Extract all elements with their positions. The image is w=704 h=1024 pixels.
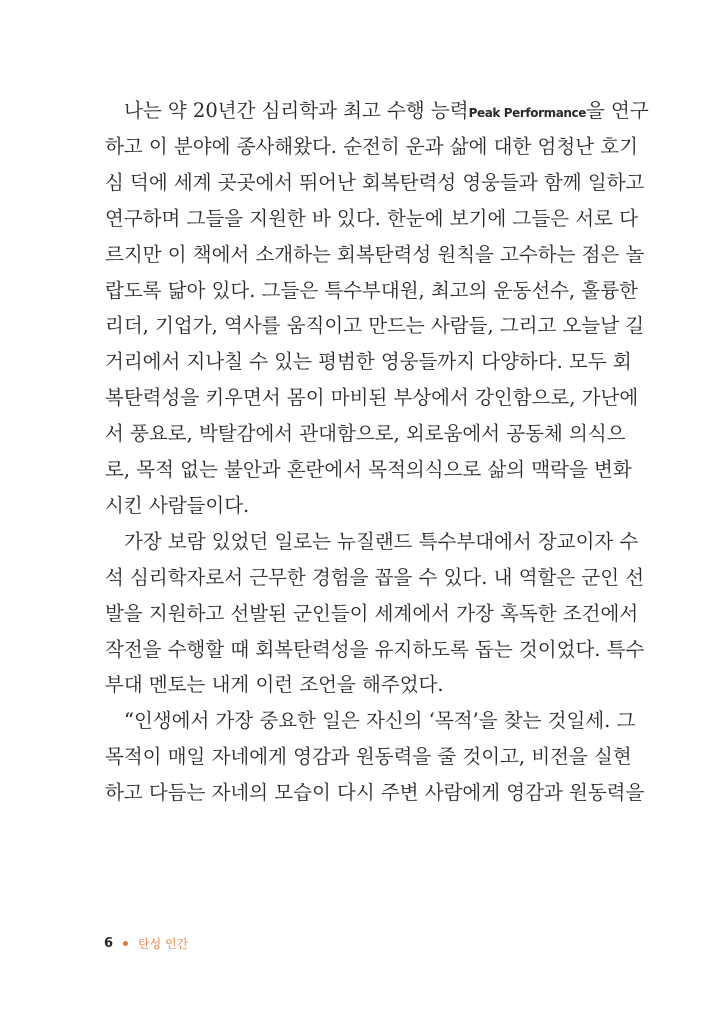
page-number: 6: [104, 935, 114, 951]
paragraph-1-line-8: 거리에서 지나칠 수 있는 평범한 영웅들까지 다양하다. 모두 회: [105, 350, 632, 374]
line-text-before-english: 나는 약 20년간 심리학과 최고 수행 능력: [124, 99, 469, 122]
bullet-icon: [123, 941, 128, 946]
page-footer: [104, 934, 188, 952]
paragraph-3-line-2: 목적이 매일 자네에게 영감과 원동력을 줄 것이고, 비전을 실현: [105, 745, 632, 769]
paragraph-1-line-10: 서 풍요로, 박탈감에서 관대함으로, 외로움에서 공동체 의식으: [105, 422, 626, 446]
paragraph-3-line-3: 하고 다듬는 자네의 모습이 다시 주변 사람에게 영감과 원동력을: [105, 781, 645, 805]
paragraph-1-line-11: 로, 목적 없는 불안과 혼란에서 목적의식으로 삶의 맥락을 변화: [105, 458, 632, 481]
paragraph-3-line-1: “인생에서 가장 중요한 일은 자신의 ‘목적’을 찾는 것일세. 그: [124, 709, 636, 733]
paragraph-1-line-9: 복탄력성을 키우면서 몸이 마비된 부상에서 강인함으로, 가난에: [105, 386, 639, 410]
paragraph-1-line-4: 연구하며 그들을 지원한 바 있다. 한눈에 보기에 그들은 서로 다: [105, 206, 638, 230]
paragraph-2-line-1: 가장 보람 있었던 일로는 뉴질랜드 특수부대에서 장교이자 수: [124, 529, 639, 553]
paragraph-1-line-12: 시킨 사람들이다.: [105, 493, 250, 517]
paragraph-2-line-3: 발을 지원하고 선발된 군인들이 세계에서 가장 혹독한 조건에서: [105, 601, 639, 625]
book-title: 탄성 인간: [138, 936, 189, 951]
paragraph-1-line-2: 하고 이 분야에 종사해왔다. 순전히 운과 삶에 대한 엄청난 호기: [105, 134, 638, 158]
paragraph-2-line-2: 석 심리학자로서 근무한 경험을 꼽을 수 있다. 내 역할은 군인 선: [105, 565, 645, 589]
line-text-after-english: 을 연구: [585, 99, 649, 122]
english-term: Peak Performance: [468, 106, 586, 120]
paragraph-1-line-3: 심 덕에 세계 곳곳에서 뛰어난 회복탄력성 영웅들과 함께 일하고: [105, 170, 645, 194]
paragraph-1-line-7: 리더, 기업가, 역사를 움직이고 만드는 사람들, 그리고 오늘날 길: [105, 314, 645, 338]
paragraph-1-line-5: 르지만 이 책에서 소개하는 회복탄력성 원칙을 고수하는 점은 놀: [105, 242, 645, 266]
paragraph-2-line-5: 부대 멘토는 내게 이런 조언을 해주었다.: [105, 673, 444, 697]
paragraph-2-line-4: 작전을 수행할 때 회복탄력성을 유지하도록 돕는 것이었다. 특수: [105, 637, 645, 661]
paragraph-1-line-6: 랍도록 닮아 있다. 그들은 특수부대원, 최고의 운동선수, 훌륭한: [105, 278, 638, 302]
paragraph-1-line-1: [124, 99, 649, 125]
